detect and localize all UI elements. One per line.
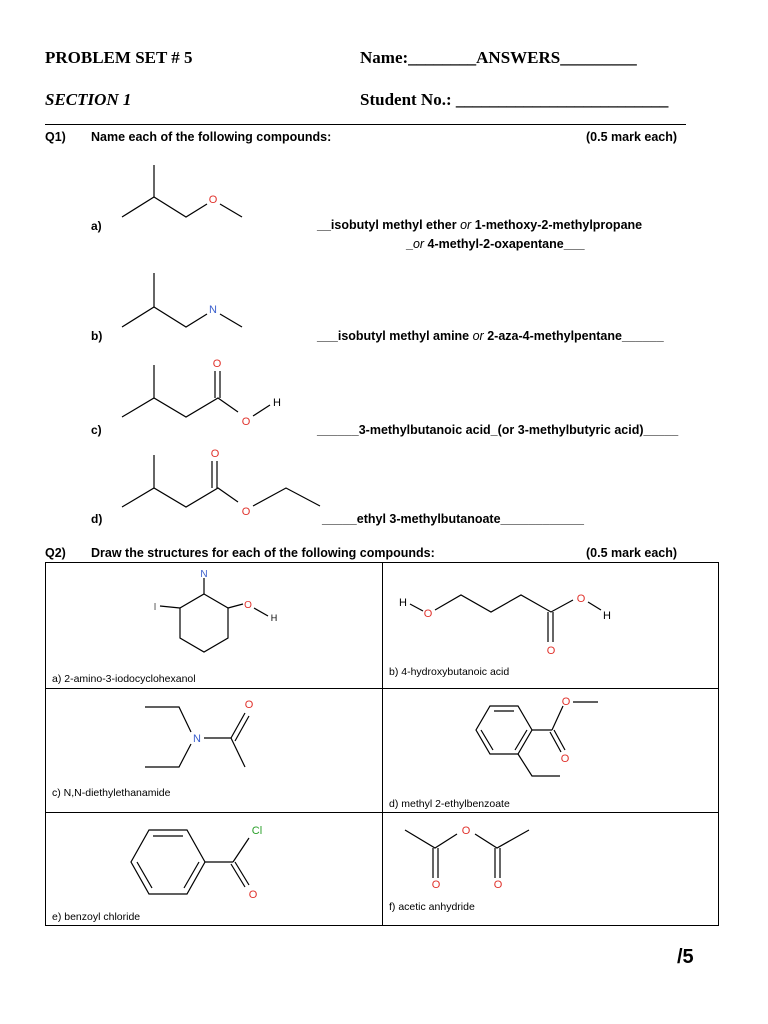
caption-2f: f) acetic anhydride <box>389 901 475 913</box>
name-value: ________ANSWERS_________ <box>408 48 637 67</box>
atom-nitrogen: N <box>200 569 208 580</box>
q2-prompt: Draw the structures for each of the following compounds: <box>91 546 435 560</box>
atom-oxygen: O <box>244 699 254 711</box>
atom-chlorine: Cl <box>251 825 263 837</box>
problem-set-title: PROBLEM SET # 5 <box>45 48 193 67</box>
q1-d-answer: _____ethyl 3-methylbutanoate____________ <box>322 512 584 526</box>
q1-c-label: c) <box>91 423 102 437</box>
atom-oxygen: O <box>248 889 258 901</box>
atom-oxygen: O <box>241 416 251 428</box>
q1-b-answer <box>317 329 664 343</box>
student-no-label: Student No.: <box>360 90 452 109</box>
q1-a-label: a) <box>91 219 102 233</box>
caption-2b: b) 4-hydroxybutanoic acid <box>389 666 510 678</box>
q1-a-answer-line2 <box>406 237 585 251</box>
atom-hydrogen: H <box>399 597 407 609</box>
structure-2b <box>395 580 625 660</box>
caption-2c: c) N,N-diethylethanamide <box>52 787 171 799</box>
q1-c-answer: ______3-methylbutanoic acid_(or 3-methylbutyric acid)_____ <box>317 423 679 437</box>
atom-oxygen: O <box>560 753 570 765</box>
grid-divider <box>382 563 383 925</box>
atom-oxygen: O <box>561 696 571 708</box>
q2-number: Q2) <box>45 546 66 560</box>
student-no-field <box>360 90 668 110</box>
caption-2e: e) benzoyl chloride <box>52 911 141 923</box>
structure-d-ester <box>122 448 320 518</box>
q1-marks: (0.5 mark each) <box>586 130 678 144</box>
grid-divider <box>46 688 718 689</box>
atom-oxygen: O <box>241 506 251 518</box>
q1-d-label: d) <box>91 512 103 526</box>
caption-2d: d) methyl 2-ethylbenzoate <box>389 798 510 810</box>
answer-text: ___isobutyl methyl amine <box>317 329 473 343</box>
grid-divider <box>46 812 718 813</box>
structure-2f <box>395 820 545 895</box>
name-field <box>360 48 637 68</box>
q1-structures <box>110 155 370 545</box>
atom-oxygen: O <box>212 358 222 370</box>
atom-oxygen: O <box>431 879 441 891</box>
atom-nitrogen: N <box>193 733 201 745</box>
answer-text: 2-aza-4-methylpentane______ <box>483 329 664 343</box>
structure-b-amine <box>122 273 242 327</box>
score-total: /5 <box>677 946 694 968</box>
structure-2a <box>140 566 300 666</box>
q1-number: Q1) <box>45 130 66 144</box>
structure-c-acid <box>122 358 281 428</box>
answer-or: or <box>412 237 425 251</box>
name-label: Name: <box>360 48 409 67</box>
answer-text: __isobutyl methyl ether <box>317 218 461 232</box>
q1-prompt: Name each of the following compounds: <box>91 130 332 144</box>
atom-oxygen: O <box>244 600 252 611</box>
atom-hydrogen: H <box>273 397 281 409</box>
answer-text: 4-methyl-2-oxapentane___ <box>424 237 585 251</box>
caption-2a: a) 2-amino-3-iodocyclohexanol <box>52 673 196 685</box>
atom-oxygen: O <box>210 448 220 460</box>
header-rule <box>45 124 686 125</box>
atom-hydrogen: H <box>603 610 611 622</box>
atom-oxygen: O <box>576 593 586 605</box>
structure-2e <box>125 820 285 910</box>
structure-a-ether <box>122 165 242 217</box>
atom-iodine: I <box>153 602 157 613</box>
answer-or: or <box>472 329 484 343</box>
answer-text: _ <box>406 237 413 251</box>
atom-oxygen: O <box>546 645 556 657</box>
atom-nitrogen: N <box>209 304 217 316</box>
q1-a-answer-line1 <box>317 218 642 232</box>
atom-oxygen: O <box>461 825 471 837</box>
answer-text: 1-methoxy-2-methylpropane <box>471 218 643 232</box>
atom-oxygen: O <box>493 879 503 891</box>
section-title: SECTION 1 <box>45 90 132 109</box>
atom-hydrogen: H <box>270 613 278 623</box>
atom-oxygen: O <box>208 194 218 206</box>
structure-2d <box>450 692 620 792</box>
student-no-blank: _________________________ <box>455 90 669 109</box>
atom-oxygen: O <box>423 608 433 620</box>
structure-2c <box>135 695 275 780</box>
answer-or: or <box>460 218 472 232</box>
q1-b-label: b) <box>91 329 103 343</box>
q2-marks: (0.5 mark each) <box>586 546 678 560</box>
